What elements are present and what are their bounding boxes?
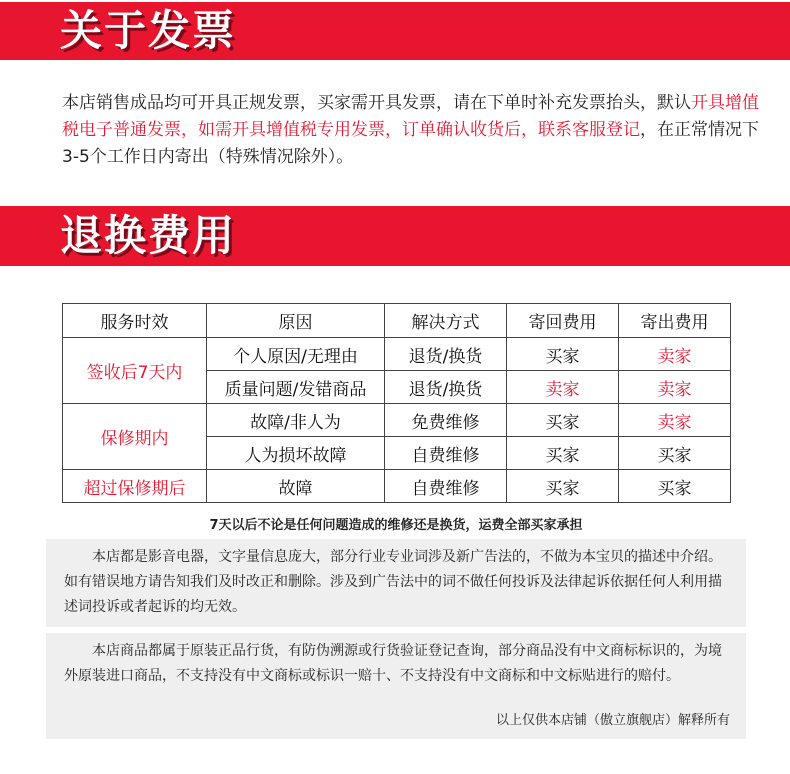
period-after-warranty: 超过保修期后 <box>63 470 207 503</box>
invoice-title: 关于发票 <box>60 6 237 55</box>
reason-cell: 个人原因/无理由 <box>207 338 385 371</box>
return-fee-cell: 买家 <box>507 437 619 470</box>
ship-fee-cell: 卖家 <box>619 404 731 437</box>
intro-text-2: ，在正常情况下3-5个工作日内寄出（特殊情况除外）。 <box>62 120 759 167</box>
table-row <box>63 338 731 371</box>
solution-cell: 自费维修 <box>385 437 507 470</box>
return-fee-cell: 买家 <box>507 470 619 503</box>
refund-banner <box>0 206 790 266</box>
intro-text-red: 开具增值税电子普通发票，如需开具增值税专用发票，订单确认收货后，联系客服登记 <box>62 93 759 140</box>
table-row <box>63 470 731 503</box>
invoice-banner <box>0 2 790 60</box>
solution-cell: 自费维修 <box>385 470 507 503</box>
header-return-fee: 寄回费用 <box>507 304 619 338</box>
period-7-days: 签收后7天内 <box>63 338 207 404</box>
return-fee-cell: 买家 <box>507 338 619 371</box>
refund-title: 退换费用 <box>60 211 237 260</box>
solution-cell: 退货/换货 <box>385 371 507 404</box>
shipping-note: 7天以后不论是任何问题造成的维修还是换货，运费全部买家承担 <box>209 518 583 533</box>
reason-cell: 故障/非人为 <box>207 404 385 437</box>
authenticity-box <box>46 633 746 739</box>
solution-cell: 免费维修 <box>385 404 507 437</box>
solution-cell: 退货/换货 <box>385 338 507 371</box>
ship-fee-cell: 卖家 <box>619 338 731 371</box>
return-fee-cell: 卖家 <box>507 371 619 404</box>
ship-fee-cell: 买家 <box>619 437 731 470</box>
header-service-period: 服务时效 <box>63 304 207 338</box>
header-ship-fee: 寄出费用 <box>619 304 731 338</box>
return-fee-cell: 买家 <box>507 404 619 437</box>
reason-cell: 故障 <box>207 470 385 503</box>
intro-text-1: 本店销售成品均可开具正规发票，买家需开具发票，请在下单时补充发票抬头，默认 <box>62 93 691 113</box>
refund-fee-table <box>62 303 731 503</box>
period-warranty: 保修期内 <box>63 404 207 470</box>
disclaimer-text: 本店都是影音电器，文字量信息庞大，部分行业专业词涉及新广告法的，不做为本宝贝的描述中介绍。如有错误地方请告知我们及时改正和删除。涉及到广告法中的词不做任何投诉及法律起诉依据任何人利用描述词投诉或者起诉的均无效。 <box>64 549 722 615</box>
header-reason: 原因 <box>207 304 385 338</box>
header-solution: 解决方式 <box>385 304 507 338</box>
invoice-intro <box>62 90 772 171</box>
disclaimer-box <box>46 539 746 627</box>
table-header-row <box>63 304 731 338</box>
table-row <box>63 404 731 437</box>
ship-fee-cell: 卖家 <box>619 371 731 404</box>
authenticity-text: 本店商品都属于原装正品行货，有防伪溯源或行货验证登记查询，部分商品没有中文商标标识的，为境外原装进口商品，不支持没有中文商标或标识一赔十、不支持没有中文商标和中文标贴进行的赔付。 <box>64 643 722 684</box>
reason-cell: 人为损坏故障 <box>207 437 385 470</box>
store-signature: 以上仅供本店铺（傲立旗舰店）解释所有 <box>495 713 730 728</box>
reason-cell: 质量问题/发错商品 <box>207 371 385 404</box>
ship-fee-cell: 买家 <box>619 470 731 503</box>
